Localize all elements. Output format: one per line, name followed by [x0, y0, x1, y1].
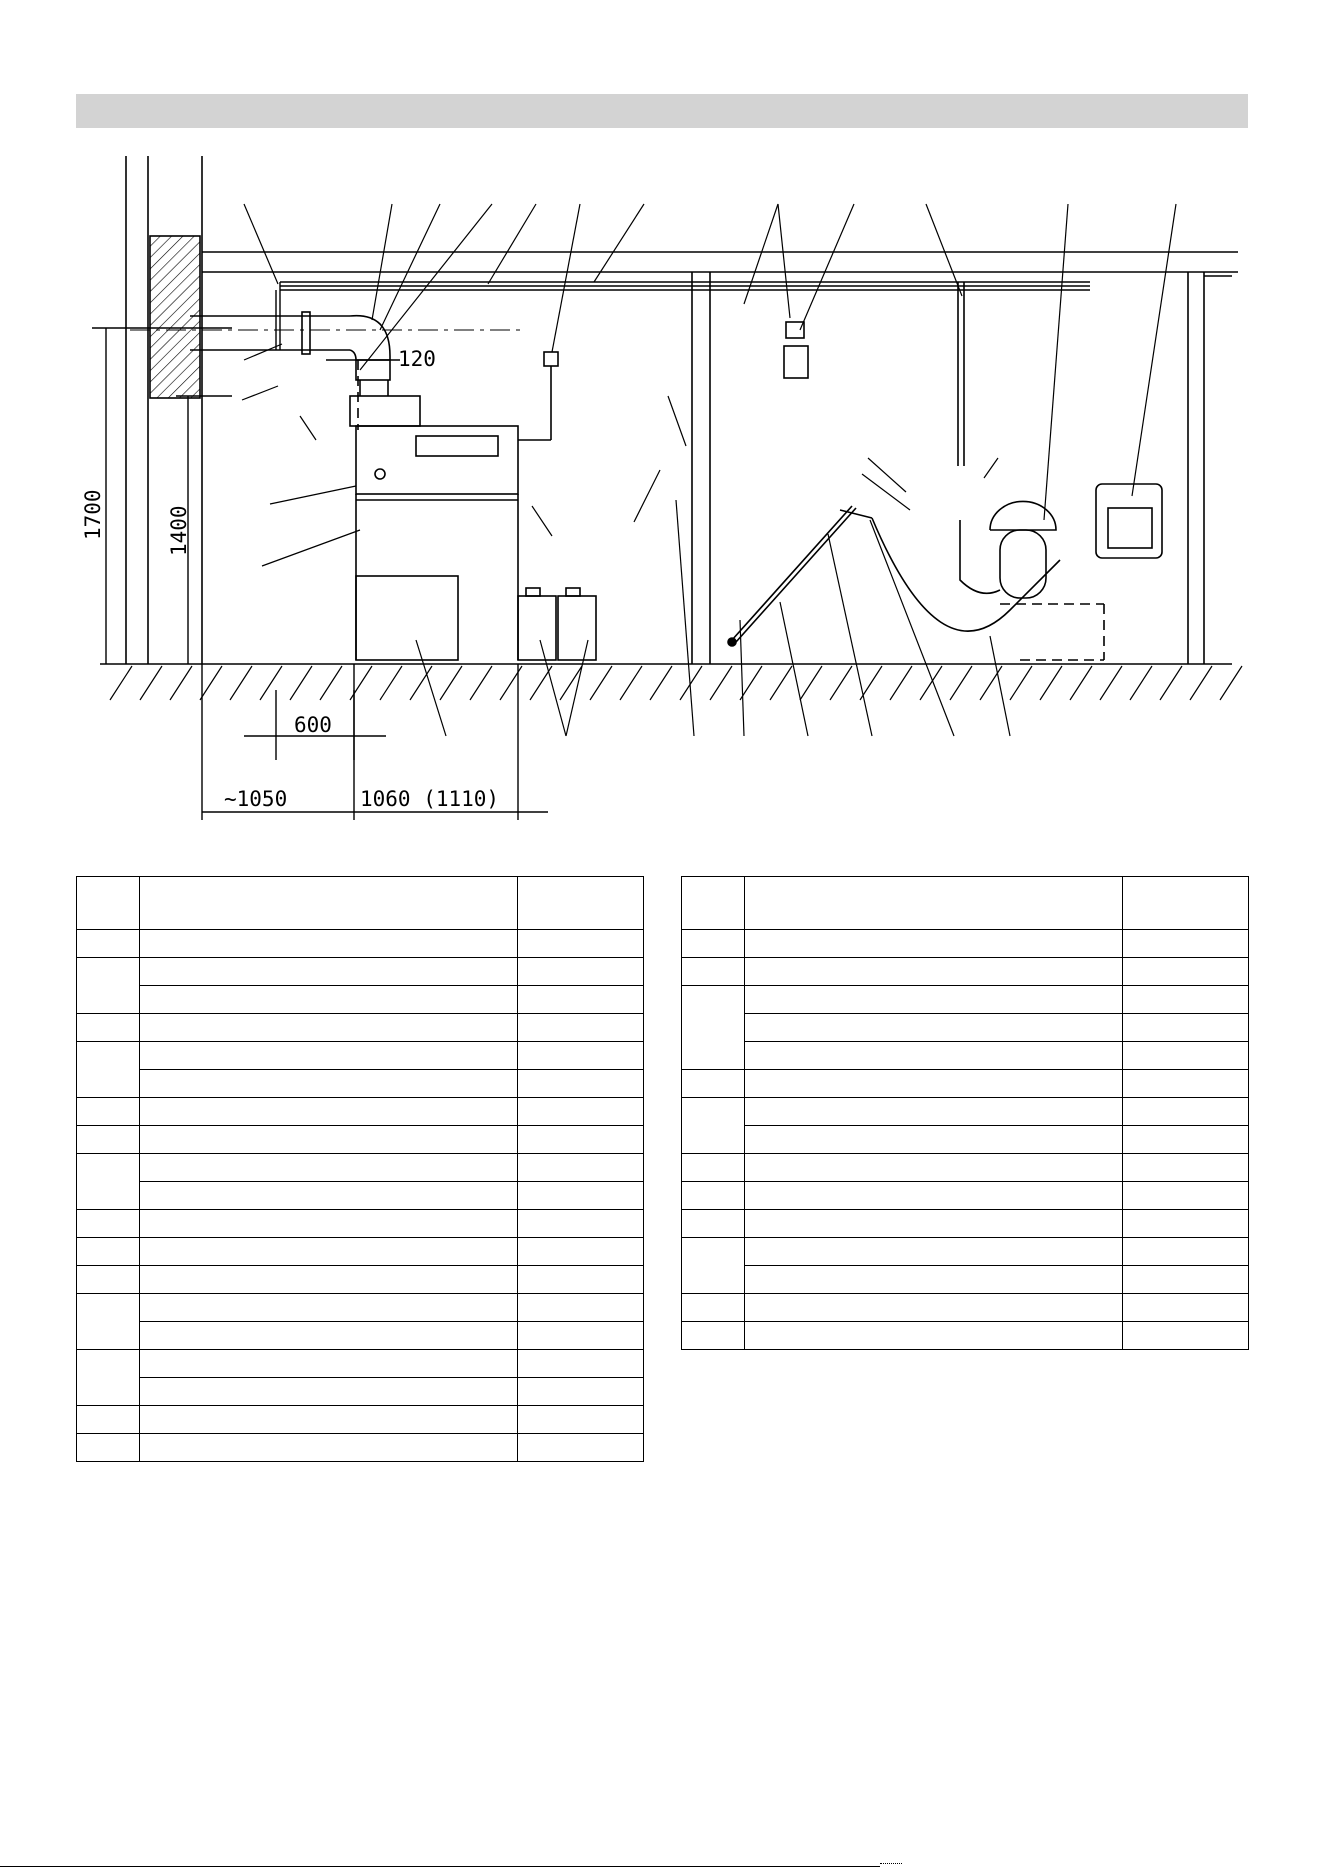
- item-number-cell: [77, 930, 140, 958]
- table-header-cell: [140, 877, 518, 930]
- description-cell: [140, 958, 518, 986]
- order-number-cell: [1123, 1210, 1249, 1238]
- description-cell: [745, 1098, 1123, 1126]
- description-cell: [140, 1014, 518, 1042]
- description-cell: [745, 1014, 1123, 1042]
- order-number-cell: [1123, 1238, 1249, 1266]
- description-cell: [745, 1070, 1123, 1098]
- item-number-cell: [682, 986, 745, 1070]
- description-cell: [140, 1350, 518, 1378]
- description-cell: [745, 1322, 1123, 1350]
- order-number-cell: [518, 1266, 644, 1294]
- table-header-cell: [682, 877, 745, 930]
- order-number-cell: [1123, 958, 1249, 986]
- floor-hatching: [110, 666, 1242, 700]
- table-row: [77, 1070, 644, 1098]
- order-number-cell: [1123, 1322, 1249, 1350]
- description-cell: [140, 986, 518, 1014]
- table-row: [682, 1266, 1249, 1294]
- parts-table-right: [681, 876, 1249, 1350]
- item-number-cell: [77, 1154, 140, 1210]
- order-number-cell: [518, 986, 644, 1014]
- table-row: [77, 1238, 644, 1266]
- description-cell: [140, 1154, 518, 1182]
- description-cell: [140, 1406, 518, 1434]
- table-row: [77, 1126, 644, 1154]
- dim-120: 120: [398, 347, 436, 371]
- description-cell: [745, 1294, 1123, 1322]
- item-number-cell: [77, 1014, 140, 1042]
- table-row: [682, 1098, 1249, 1126]
- footer-rule-end: [880, 1863, 902, 1870]
- dim-600: 600: [294, 713, 332, 737]
- table-header-cell: [745, 877, 1123, 930]
- description-cell: [745, 1210, 1123, 1238]
- description-cell: [745, 930, 1123, 958]
- order-number-cell: [518, 1350, 644, 1378]
- table-header-cell: [1123, 877, 1249, 930]
- order-number-cell: [1123, 1126, 1249, 1154]
- description-cell: [140, 1070, 518, 1098]
- table-row: [682, 1294, 1249, 1322]
- table-row: [682, 1182, 1249, 1210]
- spray-lance: [728, 506, 1060, 646]
- description-cell: [140, 1098, 518, 1126]
- description-cell: [140, 1182, 518, 1210]
- order-number-cell: [1123, 1042, 1249, 1070]
- table-row: [682, 1238, 1249, 1266]
- description-cell: [140, 1210, 518, 1238]
- table-row: [77, 1154, 644, 1182]
- order-number-cell: [518, 1406, 644, 1434]
- description-cell: [140, 1042, 518, 1070]
- description-cell: [140, 1126, 518, 1154]
- dim-1050: ~1050: [224, 787, 288, 811]
- order-number-cell: [1123, 1266, 1249, 1294]
- item-number-cell: [682, 1070, 745, 1098]
- item-number-cell: [77, 1098, 140, 1126]
- item-number-cell: [77, 1350, 140, 1406]
- table-row: [77, 1210, 644, 1238]
- order-number-cell: [1123, 1070, 1249, 1098]
- table-row: [77, 1182, 644, 1210]
- order-number-cell: [518, 1126, 644, 1154]
- dim-1060: 1060 (1110): [360, 787, 500, 811]
- description-cell: [745, 1182, 1123, 1210]
- table-row: [682, 1126, 1249, 1154]
- table-row: [77, 1322, 644, 1350]
- item-number-cell: [682, 1322, 745, 1350]
- order-number-cell: [1123, 1098, 1249, 1126]
- table-row: [682, 930, 1249, 958]
- dim-1400: 1400: [167, 505, 191, 556]
- table-row: [77, 930, 644, 958]
- table-row: [682, 986, 1249, 1014]
- installation-diagram: [0, 0, 1324, 860]
- order-number-cell: [1123, 986, 1249, 1014]
- item-number-cell: [77, 1266, 140, 1294]
- table-row: [77, 1294, 644, 1322]
- description-cell: [745, 1266, 1123, 1294]
- table-row: [77, 1434, 644, 1462]
- table-row: [682, 1042, 1249, 1070]
- detergent-canisters: [518, 588, 596, 660]
- item-number-cell: [77, 1126, 140, 1154]
- item-number-cell: [77, 1434, 140, 1462]
- order-number-cell: [518, 1322, 644, 1350]
- wall-components: [518, 322, 1162, 598]
- table-row: [77, 1350, 644, 1378]
- table-row: [682, 1014, 1249, 1042]
- item-number-cell: [682, 1182, 745, 1210]
- item-number-cell: [77, 1238, 140, 1266]
- left-wall: [126, 156, 202, 664]
- item-number-cell: [77, 1210, 140, 1238]
- description-cell: [745, 1126, 1123, 1154]
- order-number-cell: [518, 1014, 644, 1042]
- description-cell: [140, 1378, 518, 1406]
- order-number-cell: [518, 1378, 644, 1406]
- supply-lines: [358, 360, 1104, 660]
- table-row: [682, 1070, 1249, 1098]
- table-row: [77, 986, 644, 1014]
- order-number-cell: [518, 958, 644, 986]
- table-header-cell: [518, 877, 644, 930]
- footer-rule: [0, 1866, 880, 1867]
- description-cell: [745, 986, 1123, 1014]
- item-number-cell: [682, 1210, 745, 1238]
- order-number-cell: [1123, 1154, 1249, 1182]
- description-cell: [140, 1434, 518, 1462]
- table-row: [682, 1322, 1249, 1350]
- table-row: [77, 958, 644, 986]
- description-cell: [745, 1154, 1123, 1182]
- description-cell: [140, 1322, 518, 1350]
- order-number-cell: [518, 1098, 644, 1126]
- order-number-cell: [518, 930, 644, 958]
- table-row: [77, 1042, 644, 1070]
- table-row: [77, 1406, 644, 1434]
- item-number-cell: [77, 1042, 140, 1098]
- item-number-cell: [682, 1238, 745, 1294]
- order-number-cell: [1123, 1182, 1249, 1210]
- table-row: [77, 1014, 644, 1042]
- table-row: [77, 1378, 644, 1406]
- description-cell: [140, 930, 518, 958]
- item-number-cell: [682, 958, 745, 986]
- order-number-cell: [518, 1210, 644, 1238]
- description-cell: [140, 1238, 518, 1266]
- item-number-cell: [77, 1406, 140, 1434]
- item-number-cell: [682, 930, 745, 958]
- dimension-lines: [92, 328, 548, 820]
- table-header-cell: [77, 877, 140, 930]
- order-number-cell: [1123, 1294, 1249, 1322]
- item-number-cell: [77, 958, 140, 1014]
- description-cell: [745, 1042, 1123, 1070]
- description-cell: [745, 958, 1123, 986]
- order-number-cell: [518, 1434, 644, 1462]
- parts-table-left: [76, 876, 644, 1462]
- item-number-cell: [682, 1294, 745, 1322]
- order-number-cell: [518, 1238, 644, 1266]
- item-number-cell: [77, 1294, 140, 1350]
- description-cell: [140, 1294, 518, 1322]
- table-header-row: [682, 877, 1249, 930]
- order-number-cell: [1123, 1014, 1249, 1042]
- vertical-drop-pipe: [958, 282, 964, 466]
- table-row: [682, 958, 1249, 986]
- pressure-washer-unit: [356, 426, 518, 660]
- table-row: [682, 1154, 1249, 1182]
- description-cell: [745, 1238, 1123, 1266]
- order-number-cell: [518, 1182, 644, 1210]
- table-row: [77, 1098, 644, 1126]
- order-number-cell: [518, 1070, 644, 1098]
- table-row: [682, 1210, 1249, 1238]
- order-number-cell: [518, 1294, 644, 1322]
- ceiling: [202, 252, 1238, 664]
- dim-1700: 1700: [81, 489, 105, 540]
- item-number-cell: [682, 1154, 745, 1182]
- item-number-cell: [682, 1098, 745, 1154]
- table-header-row: [77, 877, 644, 930]
- order-number-cell: [518, 1154, 644, 1182]
- description-cell: [140, 1266, 518, 1294]
- table-row: [77, 1266, 644, 1294]
- order-number-cell: [518, 1042, 644, 1070]
- order-number-cell: [1123, 930, 1249, 958]
